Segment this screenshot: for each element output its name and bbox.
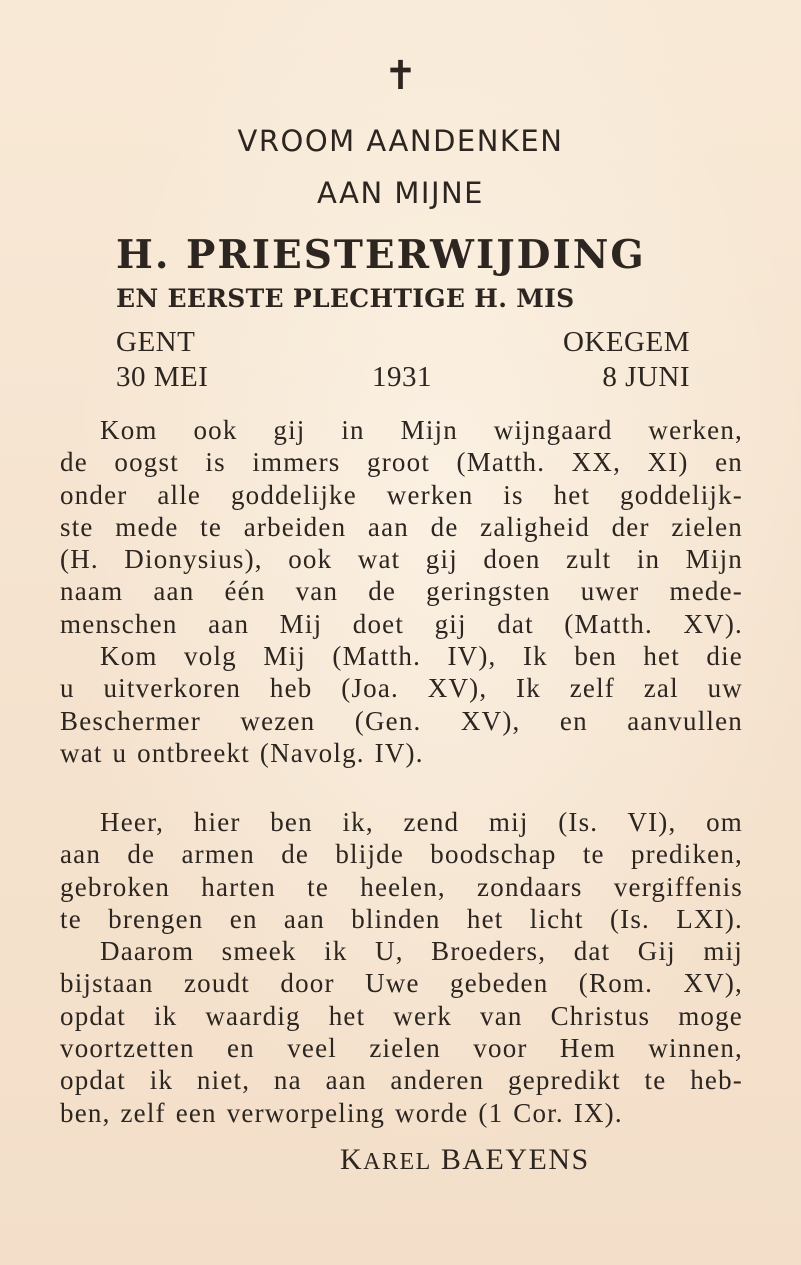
signature	[340, 1143, 590, 1177]
signature-last-name: BAEYENS	[440, 1143, 590, 1176]
left-place: GENT	[116, 326, 196, 358]
title: H. PRIESTERWIJDING	[116, 232, 646, 278]
text-line: voortzetten en veel zielen voor Hem winnen,	[60, 1033, 743, 1064]
text-line: wat u ontbreekt (Navolg. IV).	[60, 737, 424, 768]
text-line: bijstaan zoudt door Uwe gebeden (Rom. XV),	[60, 968, 743, 999]
text-line: onder alle goddelijke werken is het goddelijk-	[60, 479, 743, 510]
right-place: OKEGEM	[562, 326, 690, 358]
text-line: opdat ik niet, na aan anderen gepredikt te heb-	[60, 1065, 743, 1096]
text-line: naam aan één van de geringsten uwer mede-	[60, 576, 743, 607]
text-line: ste mede te arbeiden aan de zaligheid der zielen	[60, 511, 743, 542]
text-line: Kom volg Mij (Matth. IV), Ik ben het die	[100, 641, 743, 672]
heading-line-1: VROOM AANDENKEN	[237, 124, 564, 158]
text-line: te brengen en aan blinden het licht (Is. LXI).	[60, 903, 743, 934]
text-line: Daarom smeek ik U, Broeders, dat Gij mij	[100, 936, 743, 967]
text-line: de oogst is immers groot (Matth. XX, XI) en	[60, 447, 743, 478]
text-line: aan de armen de blijde boodschap te prediken,	[60, 839, 743, 870]
right-date: 8 JUNI	[602, 361, 690, 393]
text-line: (H. Dionysius), ook wat gij doen zult in Mijn	[60, 544, 743, 575]
paragraph-2	[60, 806, 743, 1129]
signature-first-name: KAREL	[340, 1143, 432, 1176]
paragraph-1	[60, 414, 743, 769]
year: 1931	[372, 361, 432, 393]
text-line: Heer, hier ben ik, zend mij (Is. VI), om	[100, 807, 743, 837]
heading-line-2: AAN MIJNE	[316, 176, 485, 210]
text-line: u uitverkoren heb (Joa. XV), Ik zelf zal uw	[60, 673, 743, 704]
cross-icon: ✝	[383, 53, 418, 99]
text-line: gebroken harten te heelen, zondaars vergiffenis	[60, 871, 743, 902]
text-line: menschen aan Mij doet gij dat (Matth. XV).	[60, 608, 743, 639]
text-line: ben, zelf een verworpeling worde (1 Cor. IX).	[60, 1097, 623, 1128]
text-line: Kom ook gij in Mijn wijngaard werken,	[100, 415, 743, 445]
left-date: 30 MEI	[116, 361, 209, 393]
subtitle: EN EERSTE PLECHTIGE H. MIS	[116, 284, 575, 313]
text-line: Beschermer wezen (Gen. XV), en aanvullen	[60, 705, 743, 736]
text-line: opdat ik waardig het werk van Christus moge	[60, 1000, 743, 1031]
